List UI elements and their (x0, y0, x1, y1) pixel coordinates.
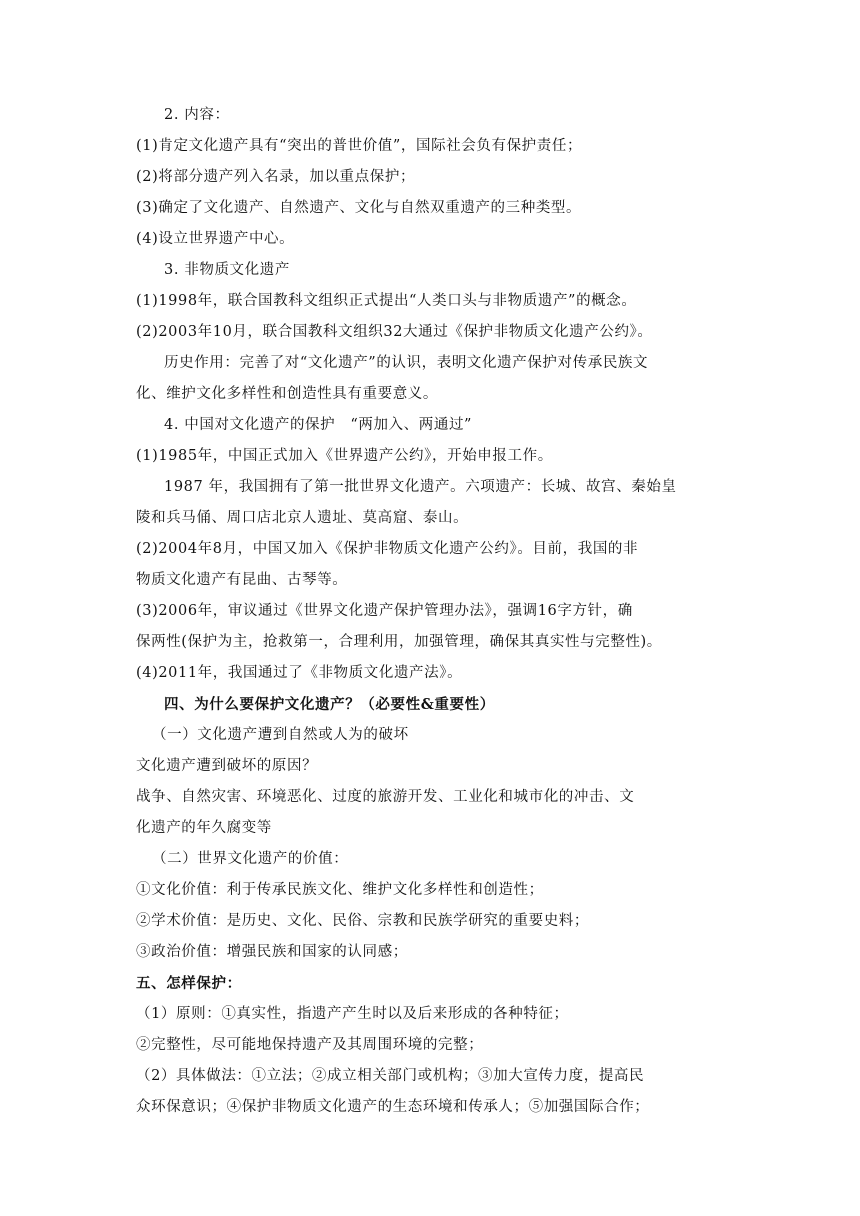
section-4-item-1: (1)1985年，中国正式加入《世界遗产公约》，开始申报工作。 (136, 448, 553, 464)
section-2-item-2: (2)将部分遗产列入名录，加以重点保护； (136, 169, 416, 185)
section-3-history-line-1: 历史作用：完善了对“文化遗产”的认识，表明文化遗产保护对传承民族文 (164, 355, 649, 371)
value-academic: ②学术价值：是历史、文化、民俗、宗教和民族学研究的重要史料； (136, 913, 589, 929)
section-4-item-2-line-2: 物质文化遗产有昆曲、古琴等。 (136, 572, 348, 588)
document-body (136, 100, 730, 1123)
heading-five: 五、怎样保护： (136, 975, 242, 992)
section-2-item-3: (3)确定了文化遗产、自然遗产、文化与自然双重遗产的三种类型。 (136, 200, 582, 216)
principle-integrity: ②完整性，尽可能地保持遗产及其周围环境的完整； (136, 1037, 484, 1053)
value-cultural: ①文化价值：利于传承民族文化、维护文化多样性和创造性； (136, 882, 544, 898)
section-3-heading: 3. 非物质文化遗产 (164, 262, 290, 278)
section-2-item-4: (4)设立世界遗产中心。 (136, 231, 295, 247)
practices-line-2: 众环保意识；④保护非物质文化遗产的生态环境和传承人；⑤加强国际合作； (136, 1099, 650, 1115)
section-4-item-4: (4)2011年，我国通过了《非物质文化遗产法》。 (136, 665, 463, 681)
section-4-heading: 4. 中国对文化遗产的保护 “两加入、两通过” (164, 417, 473, 433)
section-2-heading: 2. 内容： (164, 107, 230, 123)
section-2-item-1: (1)肯定文化遗产具有“突出的普世价值”，国际社会负有保护责任； (136, 138, 583, 154)
section-4-1987-line-2: 陵和兵马俑、周口店北京人遗址、莫高窟、泰山。 (136, 510, 469, 526)
practices-line-1: （2）具体做法：①立法；②成立相关部门或机构；③加大宣传力度，提高民 (136, 1068, 645, 1084)
section-3-item-2: (2)2003年10月，联合国教科文组织32大通过《保护非物质文化遗产公约》。 (136, 324, 653, 340)
heading-four-causes-line-2: 化遗产的年久腐变等 (136, 820, 272, 836)
section-4-item-3-line-2: 保两性(保护为主，抢救第一，合理利用，加强管理，确保其真实性与完整性)。 (136, 634, 662, 650)
heading-four-sub-1: （一）文化遗产遭到自然或人为的破坏 (152, 727, 409, 743)
heading-four-sub-2: （二）世界文化遗产的价值： (152, 851, 349, 867)
heading-four: 四、为什么要保护文化遗产？（必要性&重要性） (164, 696, 495, 713)
heading-four-causes-line-1: 战争、自然灾害、环境恶化、过度的旅游开发、工业化和城市化的冲击、文 (136, 789, 635, 805)
section-3-item-1: (1)1998年，联合国教科文组织正式提出“人类口头与非物质遗产”的概念。 (136, 293, 637, 309)
section-4-item-2-line-1: (2)2004年8月，中国又加入《保护非物质文化遗产公约》。目前，我国的非 (136, 541, 639, 557)
section-4-item-3-line-1: (3)2006年，审议通过《世界文化遗产保护管理办法》，强调16字方针，确 (136, 603, 633, 619)
section-4-1987-line-1: 1987 年，我国拥有了第一批世界文化遗产。六项遗产：长城、故宫、秦始皇 (164, 479, 677, 495)
value-political: ③政治价值：增强民族和国家的认同感； (136, 944, 408, 960)
principle-authenticity: （1）原则：①真实性，指遗产产生时以及后来形成的各种特征； (136, 1006, 569, 1022)
heading-four-question: 文化遗产遭到破坏的原因？ (136, 758, 318, 774)
section-3-history-line-2: 化、维护文化多样性和创造性具有重要意义。 (136, 386, 438, 402)
